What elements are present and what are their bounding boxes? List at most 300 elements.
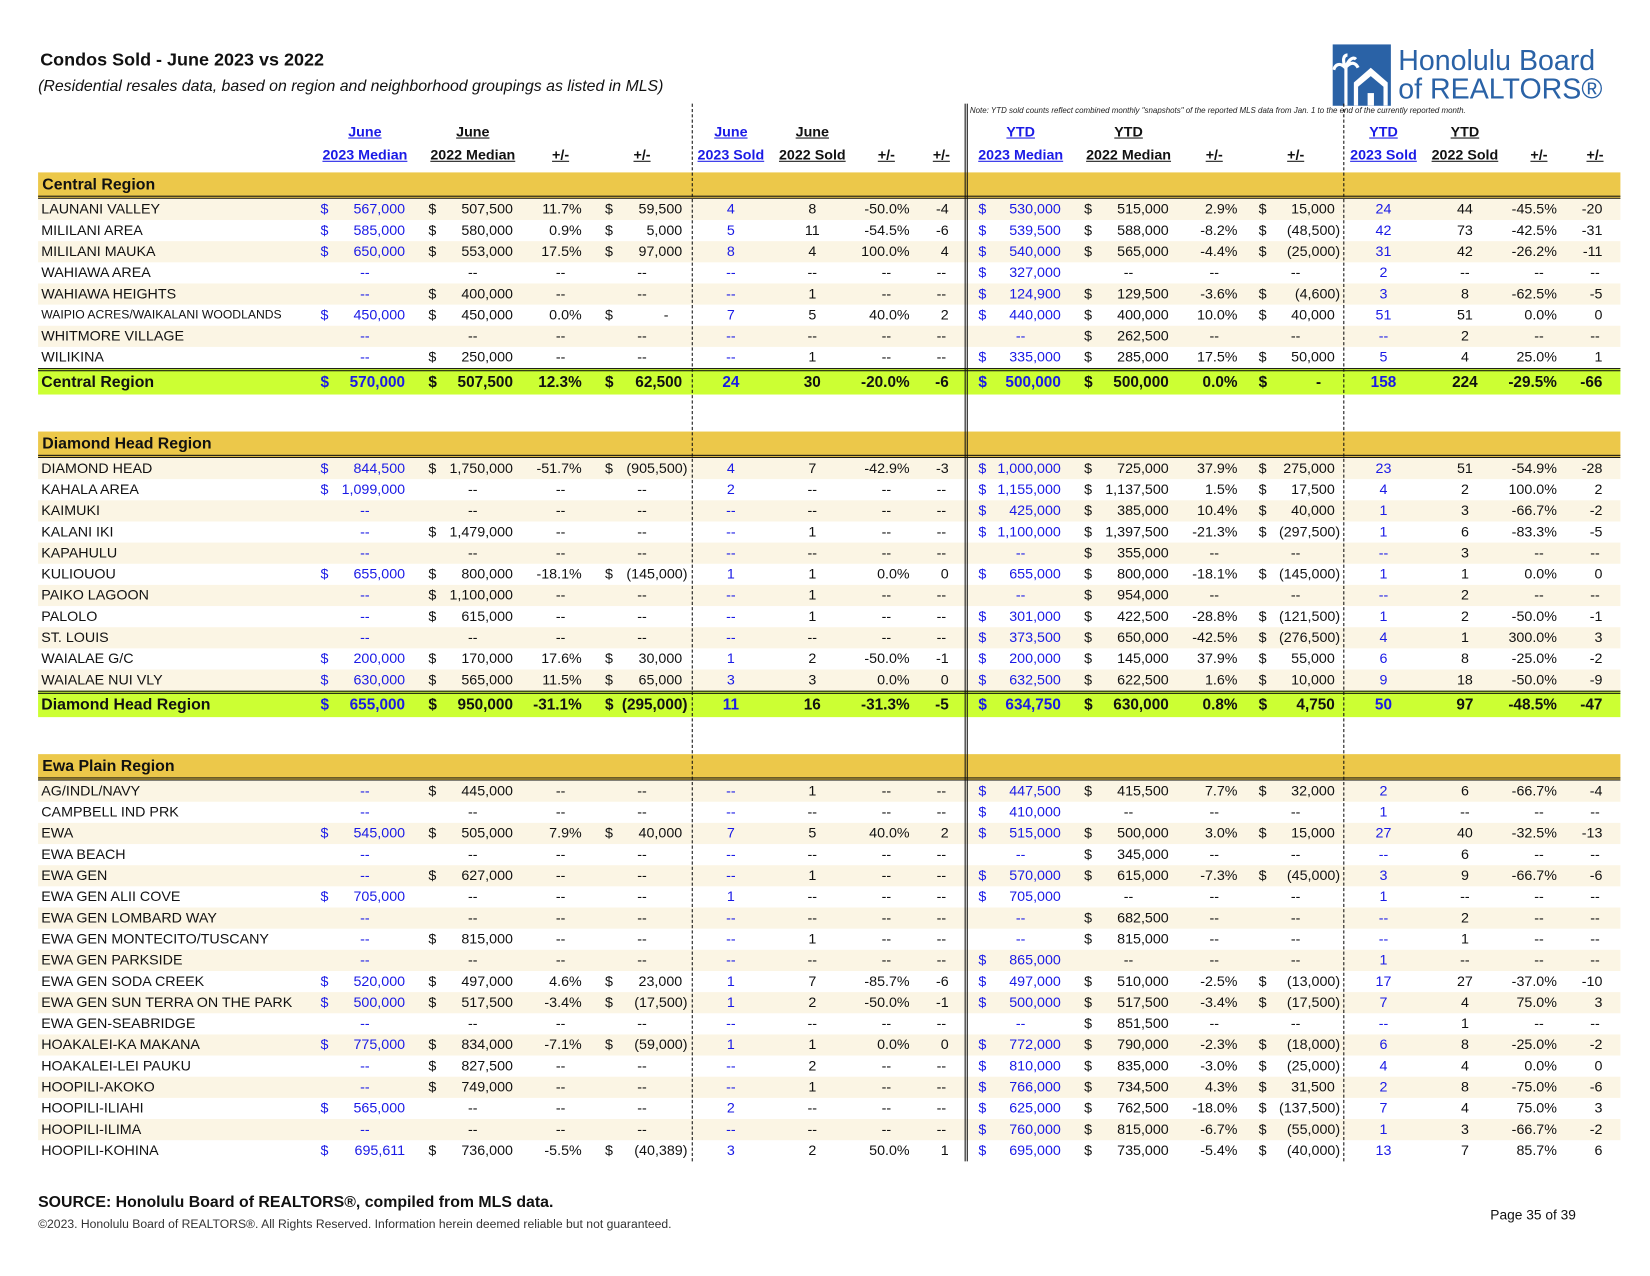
currency-symbol: $ [605,973,613,989]
cell-value: -54.5% [864,222,910,238]
cell-value: 3 [726,671,735,688]
cell-value: 31,500 [1291,1078,1335,1095]
cell-value: -- [936,846,947,863]
cell-value: -- [881,846,892,863]
cell-value: (17,500) [634,994,688,1011]
cell-value: 0.0% [877,671,910,688]
currency-symbol: $ [1084,349,1093,365]
cell-value: -- [637,587,647,603]
cell-value: -1 [936,994,949,1011]
cell-value: 373,500 [1009,629,1061,646]
cell-value: 2 [808,1142,817,1159]
cell-value: -- [637,867,647,884]
currency-symbol: $ [428,587,437,603]
cell-value: -- [726,867,736,884]
currency-symbol: $ [1258,671,1267,688]
cell-value: -42.9% [864,460,910,476]
column-header: June [795,123,829,140]
column-header: +/- [552,147,570,163]
cell-value: -25.0% [1511,1036,1557,1053]
cell-value: -- [1290,264,1301,281]
cell-value: -3.0% [1200,1057,1238,1074]
cell-value: -- [555,629,566,646]
cell-value: -- [555,349,566,365]
cell-value: -- [1590,264,1600,281]
region-header-label: Diamond Head Region [42,434,212,453]
cell-value: 749,000 [461,1078,513,1095]
hbr-logo [1333,44,1624,107]
cell-value: 695,000 [1009,1142,1061,1159]
cell-value: -- [555,867,566,884]
currency-symbol: $ [1084,930,1093,947]
neighborhood-name: WAHIAWA HEIGHTS [41,285,177,302]
cell-value: -- [807,327,818,344]
cell-value: -18.0% [1192,1100,1238,1116]
cell-value: 565,000 [461,671,513,688]
neighborhood-name: WHITMORE VILLAGE [41,327,185,344]
cell-value: -- [1209,803,1219,820]
currency-symbol: $ [1084,544,1093,561]
cell-value: 1 [1460,930,1469,947]
cell-value: -- [881,502,892,519]
currency-symbol: $ [978,867,987,884]
currency-symbol: $ [1258,374,1268,392]
cell-value: -- [1378,544,1389,561]
cell-value: -50.0% [864,994,910,1011]
cell-value: -- [637,349,647,365]
currency-symbol: $ [1084,973,1093,989]
cell-value: -37.0% [1511,973,1557,989]
cell-value: -- [1123,888,1134,905]
cell-value: -62.5% [1511,285,1557,302]
cell-value: 500,000 [1009,994,1061,1011]
cell-value: 1,000,000 [997,460,1061,476]
currency-symbol: $ [1084,650,1093,667]
cell-value: -- [726,629,736,646]
cell-value: 17.5% [1197,349,1238,365]
cell-value: -48.5% [1508,697,1557,714]
cell-value: (25,000) [1286,1057,1341,1074]
currency-symbol: $ [320,200,329,217]
currency-symbol: $ [1258,782,1267,799]
currency-symbol: $ [978,803,987,820]
table-row [38,992,1620,1013]
cell-value: -- [1290,327,1301,344]
column-divider [692,104,693,1162]
cell-value: -51.7% [536,460,582,476]
cell-value: -- [936,803,947,820]
currency-symbol: $ [320,1142,329,1159]
table-row [38,521,1620,542]
currency-symbol: $ [428,1057,437,1074]
cell-value: -- [936,608,947,625]
cell-value: -- [1590,888,1600,905]
cell-value: -- [881,888,892,905]
cell-value: -- [936,327,947,344]
cell-value: -- [360,264,370,281]
cell-value: -- [726,951,736,968]
cell-value: 815,000 [1117,1121,1169,1138]
cell-value: -- [936,481,947,498]
cell-value: 8 [1460,285,1469,302]
cell-value: -28.8% [1192,608,1238,625]
column-header: 2023 Sold [1350,147,1417,163]
currency-symbol: $ [1258,460,1267,476]
cell-value: -29.5% [1508,374,1557,392]
cell-value: -- [360,629,370,646]
cell-value: -- [726,523,736,540]
cell-value: -- [881,1015,892,1032]
neighborhood-name: HOAKALEI-LEI PAUKU [41,1057,191,1074]
column-header: YTD [1114,123,1143,140]
table-row [38,585,1620,606]
currency-symbol: $ [1084,671,1093,688]
currency-symbol: $ [428,994,437,1011]
cell-value: -50.0% [864,200,910,217]
cell-value: -- [1290,803,1301,820]
cell-value: 530,000 [1009,200,1061,217]
cell-value: 27 [1456,973,1473,989]
cell-value: 51 [1456,460,1473,476]
cell-value: 1 [1594,349,1603,365]
cell-value: 50 [1374,697,1393,714]
cell-value: 625,000 [1009,1100,1061,1116]
cell-value: 790,000 [1117,1036,1169,1053]
cell-value: 1 [726,888,735,905]
cell-value: 736,000 [461,1142,513,1159]
cell-value: -- [555,803,566,820]
cell-value: -- [468,1121,478,1138]
cell-value: -50.0% [1511,608,1557,625]
cell-value: -- [360,523,370,540]
cell-value: 450,000 [353,306,406,323]
neighborhood-name: HOAKALEI-KA MAKANA [41,1036,200,1053]
neighborhood-name: KAPAHULU [41,544,118,561]
cell-value: -66.7% [1511,782,1557,799]
cell-value: 553,000 [461,243,513,260]
cell-value: 4 [940,243,949,260]
cell-value: -31.1% [533,697,582,714]
cell-value: 2 [1460,327,1469,344]
cell-value: 800,000 [1117,565,1169,582]
cell-value: -- [468,846,478,863]
currency-symbol: $ [320,697,330,714]
column-header: +/- [1287,147,1305,163]
table-row [38,908,1620,929]
cell-value: -- [881,349,892,365]
currency-symbol: $ [1084,1100,1093,1116]
region-total-row [38,691,1620,717]
neighborhood-name: MILILANI AREA [41,222,143,238]
cell-value: -- [637,264,647,281]
currency-symbol: $ [1258,502,1267,519]
currency-symbol: $ [428,523,437,540]
cell-value: -- [1590,951,1600,968]
cell-value: -- [881,629,892,646]
cell-value: 517,500 [461,994,513,1011]
cell-value: 3.0% [1204,825,1238,841]
cell-value: 4 [726,460,735,476]
currency-symbol: $ [428,1036,437,1053]
currency-symbol: $ [978,222,987,238]
table-row [38,1098,1620,1119]
table-row [38,802,1620,823]
cell-value: 75.0% [1516,1100,1557,1116]
currency-symbol: $ [1084,825,1093,841]
cell-value: -5 [1589,523,1603,540]
cell-value: (145,000) [1278,565,1341,582]
cell-value: -- [637,909,647,926]
currency-symbol: $ [428,867,437,884]
cell-value: -2 [1589,1121,1603,1138]
region-total-label: Diamond Head Region [41,695,211,714]
cell-value: 650,000 [1117,629,1169,646]
cell-value: -- [726,502,736,519]
cell-value: -6 [936,973,949,989]
cell-value: -25.0% [1511,650,1557,667]
cell-value: -6 [936,222,949,238]
cell-value: -- [1378,909,1389,926]
cell-value: 800,000 [461,565,513,582]
cell-value: -- [1209,888,1219,905]
cell-value: -- [881,327,892,344]
table-row [38,844,1620,865]
cell-value: -- [936,523,947,540]
table-row [38,865,1620,886]
cell-value: -32.5% [1511,825,1557,841]
cell-value: 3 [1379,867,1388,884]
cell-value: -50.0% [864,650,910,667]
cell-value: 6 [1594,1142,1603,1159]
cell-value: -- [360,951,370,968]
cell-value: 24 [722,374,740,392]
cell-value: 4 [1460,349,1469,365]
cell-value: 158 [1370,374,1397,392]
currency-symbol: $ [320,222,329,238]
cell-value: 300.0% [1508,629,1557,646]
table-row [38,781,1620,802]
currency-symbol: $ [1084,629,1093,646]
cell-value: -- [881,1057,892,1074]
cell-value: -- [468,803,478,820]
cell-value: 1,750,000 [449,460,513,476]
cell-value: -- [1209,587,1219,603]
cell-value: -- [1534,930,1544,947]
cell-value: 1 [940,1142,949,1159]
cell-value: -- [555,523,566,540]
currency-symbol: $ [605,200,613,217]
cell-value: -- [1590,930,1600,947]
cell-value: 2 [1460,608,1469,625]
cell-value: 3 [808,671,817,688]
cell-value: (45,000) [1286,867,1341,884]
cell-value: -4.4% [1200,243,1238,260]
cell-value: -- [555,544,566,561]
cell-value: 275,000 [1283,460,1335,476]
cell-value: (55,000) [1286,1121,1341,1138]
cell-value: 4 [1460,1057,1469,1074]
cell-value: (121,500) [1278,608,1341,625]
column-header: +/- [633,147,651,163]
currency-symbol: $ [1084,608,1093,625]
cell-value: -- [726,782,736,799]
cell-value: -- [360,587,370,603]
cell-value: 9 [1460,867,1469,884]
cell-value: -- [1209,327,1219,344]
cell-value: 40.0% [869,825,910,841]
cell-value: -- [1123,264,1134,281]
cell-value: -- [360,285,370,302]
currency-symbol: $ [978,1057,987,1074]
cell-value: 4 [1379,1057,1388,1074]
cell-value: 954,000 [1117,587,1169,603]
cell-value: 51 [1375,306,1392,323]
column-header: 2023 Median [322,147,408,163]
cell-value: 447,500 [1009,782,1061,799]
cell-value: 1,137,500 [1105,481,1169,498]
cell-value: 11 [804,222,820,238]
currency-symbol: $ [320,1036,329,1053]
cell-value: -- [1015,544,1026,561]
cell-value: 1 [726,1036,735,1053]
cell-value: 11.5% [542,671,582,688]
currency-symbol: $ [1084,867,1093,884]
cell-value: 262,500 [1117,327,1169,344]
cell-value: -- [555,608,566,625]
currency-symbol: $ [1258,867,1267,884]
cell-value: 5 [808,825,817,841]
cell-value: 500,000 [1117,825,1169,841]
cell-value: 3 [726,1142,735,1159]
neighborhood-name: WAIPIO ACRES/WAIKALANI WOODLANDS [41,308,282,322]
cell-value: 580,000 [461,222,513,238]
cell-value: -3.6% [1200,285,1238,302]
cell-value: -- [881,264,892,281]
currency-symbol: $ [320,481,329,498]
cell-value: 3 [1594,629,1603,646]
cell-value: 1,100,000 [449,587,513,603]
cell-value: 170,000 [461,650,513,667]
cell-value: -- [468,327,478,344]
cell-value: -- [468,502,478,519]
cell-value: 4 [726,200,735,217]
currency-symbol: $ [428,825,437,841]
cell-value: 1 [808,523,817,540]
cell-value: 129,500 [1117,285,1169,302]
cell-value: (137,500) [1278,1100,1341,1116]
cell-value: 762,500 [1117,1100,1169,1116]
cell-value: 655,000 [1009,565,1061,582]
currency-symbol: $ [1258,565,1267,582]
cell-value: -- [807,951,818,968]
page-title: Condos Sold - June 2023 vs 2022 [40,49,325,70]
cell-value: -- [360,909,370,926]
cell-value: 0.8% [1202,697,1238,714]
currency-symbol: $ [428,1142,437,1159]
currency-symbol: $ [1258,697,1268,714]
cell-value: -- [1534,803,1544,820]
neighborhood-name: EWA GEN SODA CREEK [41,973,205,989]
currency-symbol: $ [428,671,437,688]
cell-value: 2 [726,1100,735,1116]
cell-value: 40,000 [1291,502,1335,519]
cell-value: 8 [1460,1078,1469,1095]
cell-value: 507,500 [457,374,513,392]
cell-value: 12.3% [538,374,582,392]
cell-value: 31 [1375,243,1392,260]
cell-value: -- [936,782,947,799]
neighborhood-name: EWA GEN ALII COVE [41,888,181,905]
cell-value: -- [637,523,647,540]
cell-value: -- [881,803,892,820]
cell-value: -- [637,782,647,799]
cell-value: 65,000 [638,671,683,688]
cell-value: -- [555,502,566,519]
cell-value: 8 [1460,650,1469,667]
cell-value: 632,500 [1009,671,1061,688]
cell-value: -- [1378,587,1389,603]
cell-value: 760,000 [1009,1121,1061,1138]
currency-symbol: $ [1258,1057,1267,1074]
cell-value: -42.5% [1192,629,1238,646]
cell-value: 1 [808,587,817,603]
cell-value: 0.0% [1524,306,1557,323]
cell-value: 655,000 [349,697,406,714]
currency-symbol: $ [428,930,437,947]
cell-value: -- [360,502,370,519]
cell-value: -- [936,1057,947,1074]
cell-value: -5.4% [1200,1142,1238,1159]
currency-symbol: $ [428,782,437,799]
cell-value: 10,000 [1291,671,1335,688]
cell-value: 588,000 [1117,222,1169,238]
cell-value: -- [637,544,647,561]
cell-value: -- [936,1015,947,1032]
cell-value: -- [726,1121,736,1138]
cell-value: 10.4% [1197,502,1238,519]
cell-value: -- [881,1100,892,1116]
cell-value: 18 [1456,671,1473,688]
cell-value: 515,000 [1009,825,1061,841]
cell-value: -- [637,803,647,820]
region-header-label: Central Region [42,175,156,194]
cell-value: 844,500 [353,460,406,476]
cell-value: (40,000) [1286,1142,1341,1159]
cell-value: 1,479,000 [449,523,513,540]
currency-symbol: $ [1084,1142,1093,1159]
cell-value: 2 [808,1057,817,1074]
table-row [38,262,1620,283]
cell-value: -- [1534,951,1544,968]
cell-value: -66.7% [1511,1121,1557,1138]
cell-value: -- [936,951,947,968]
logo-text: Honolulu Board of REALTORS® [1398,44,1603,105]
cell-value: 42 [1456,243,1473,260]
cell-value: 766,000 [1009,1078,1061,1095]
table-row [38,326,1620,347]
cell-value: -- [1534,888,1544,905]
table-row [38,1140,1620,1161]
cell-value: 445,000 [461,782,513,799]
cell-value: 5,000 [646,222,683,238]
currency-symbol: $ [978,349,987,365]
cell-value: -- [936,867,947,884]
column-header: +/- [1530,147,1548,163]
cell-value: -- [1290,846,1301,863]
currency-symbol: $ [1258,608,1267,625]
cell-value: 85.7% [1516,1142,1557,1159]
cell-value: 440,000 [1009,306,1061,323]
